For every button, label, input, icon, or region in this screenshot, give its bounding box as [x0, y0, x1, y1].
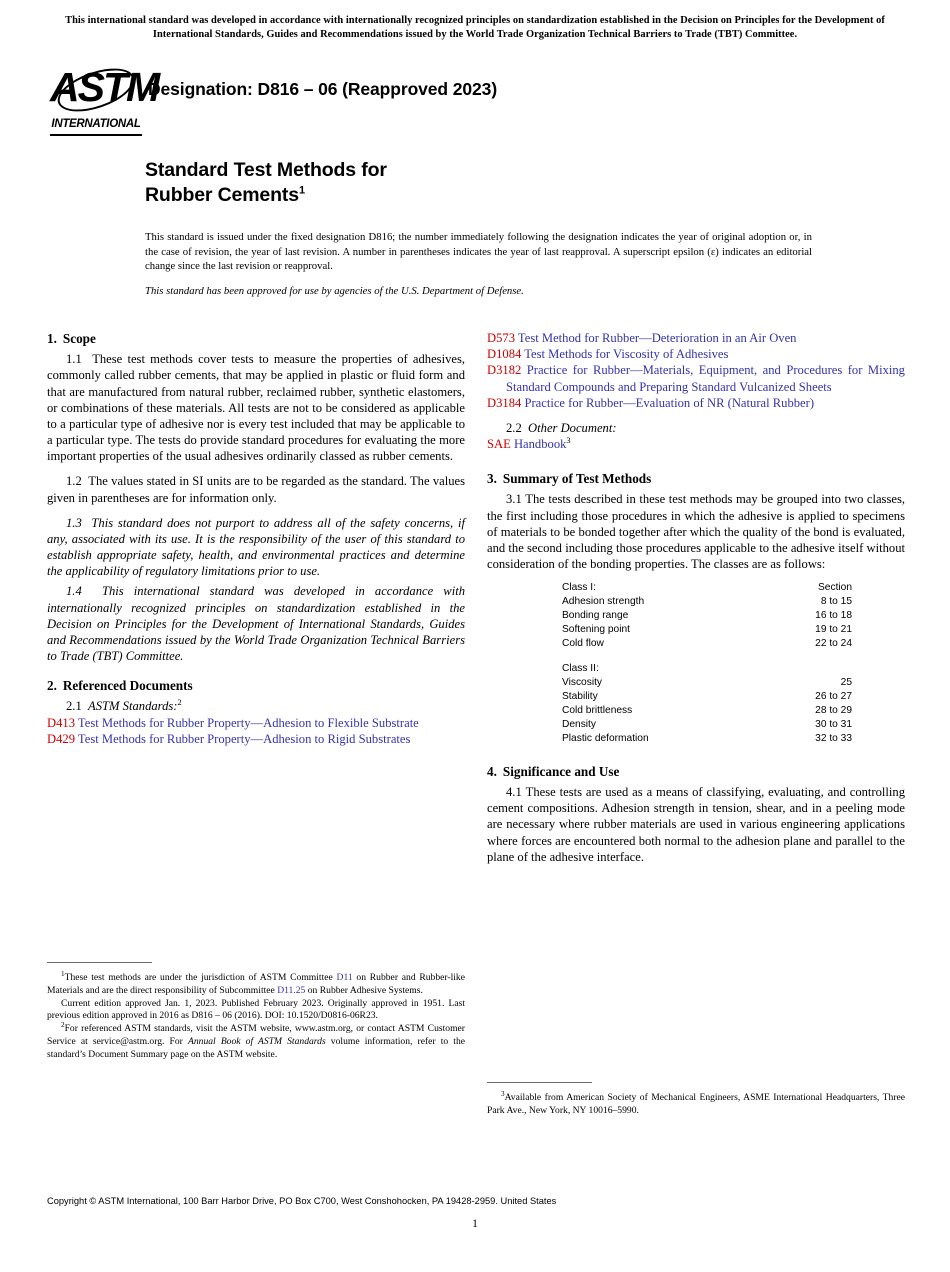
footnote-marker-1: 1 [61, 969, 65, 978]
section-heading-scope [47, 330, 465, 347]
footnote-2-text-b: volume information, refer to the standard’s Document Summary page on the ASTM website. [47, 1035, 465, 1060]
reference-title[interactable]: Practice for Rubber—Evaluation of NR (Natural Rubber) [524, 395, 815, 410]
section-value: 25 [840, 677, 852, 689]
reference-title[interactable]: Test Method for Rubber—Deterioration in an Air Oven [517, 331, 797, 345]
table-row [562, 581, 852, 595]
footnote-rule [47, 962, 152, 963]
table-row [562, 690, 852, 704]
footnote-1-text-a: These test methods are under the jurisdiction of ASTM Committee [64, 972, 337, 984]
astm-logo-wordmark: INTERNATIONAL [51, 118, 141, 130]
paragraph-text-1-2: The values stated in SI units are to be regarded as the standard. The values given in parentheses are for information only. [47, 474, 466, 505]
paragraph-text-1-3: This standard does not purport to address all of the safety concerns, if any, associated with its use. It is the responsibility of the user of this standard to establish appropriate safety, health, and environmental practices and determine the applicability of regulatory limitations prior to use. [47, 515, 465, 579]
footnote-1-text-c: on Rubber Adhesive Systems. [305, 984, 423, 996]
paragraph-1-3 [47, 515, 465, 580]
subsection-number-2-2: 2.2 [506, 420, 522, 435]
footnote-edition: Current edition approved Jan. 1, 2023. Published February 2023. Originally approved in 1951. Last previous edition approved in 2016 as D816 – 06 (2016). DOI: 10.1520/D0816-06R23. [47, 997, 465, 1022]
table-row [562, 704, 852, 718]
section-heading-significance [487, 763, 905, 780]
footnote-2 [47, 1020, 465, 1061]
committee-d11-link[interactable]: D11 [336, 972, 353, 984]
paragraph-text-1-1: These test methods cover tests to measure the properties of adhesives, commonly called rubber cements, that may be applied in plastic or fluid form and that are manufactured from natural rubber, reclaimed rubber, synthetic elastomers, or combinations of these materials. All tests are not to be considered as applicable to a particular type of adhesive nor is every test included that may be applicable to a particular type. The tests do provide standard procedures for evaluating the more important properties of the usual adhesives ordinarily classed as rubber cements. [47, 352, 466, 464]
reference-title[interactable]: Test Methods for Viscosity of Adhesives [524, 347, 729, 362]
reference-designation[interactable]: D3184 [487, 395, 522, 410]
test-classes-table [562, 581, 852, 746]
paragraph-text-3-1: The tests described in these test methods may be grouped into two classes, the first including those procedures in which the adhesive is applied to specimens of materials to be bonded together after which the quality of the bond is evaluated, and the second including those procedures applicable to the adhesive itself without consideration of the bonding properties. The classes are as follows: [487, 492, 906, 572]
reference-item[interactable] [47, 731, 465, 747]
table-row [562, 732, 852, 746]
footnote-2-text-a: For referenced ASTM standards, visit the ASTM website, www.astm.org, or contact ASTM Customer Service at service@astm.org. For [47, 1023, 465, 1047]
left-column [47, 330, 465, 747]
class-label: Density [562, 718, 596, 730]
section-title-2: Referenced Documents [62, 678, 193, 694]
subsection-footnote-marker-2: 2 [177, 698, 182, 708]
paragraph-number-1-2: 1.2 [66, 474, 82, 489]
document-header [50, 60, 900, 140]
class-label: Softening point [562, 624, 630, 636]
footnote-1-text-b: on Rubber and Rubber-like Materials and are the direct responsibility of Subcommittee [47, 972, 465, 996]
footnote-marker-2: 2 [61, 1020, 65, 1029]
table-row [562, 718, 852, 732]
section-title-4: Significance and Use [502, 763, 620, 779]
footnotes-left [47, 962, 465, 1061]
reference-item[interactable] [487, 330, 905, 346]
paragraph-1-2 [47, 473, 465, 505]
footnote-3 [487, 1089, 905, 1118]
tbt-banner: This international standard was developed in accordance with internationally recognized principles on standardization established in the Decision on Principles for the Development of International Standards, Guides and Recommendations issued by the World Trade Organization Technical Barriers to Trade (TBT) Committee. [65, 15, 885, 40]
reference-item[interactable] [487, 362, 905, 394]
section-number-1: 1. [47, 331, 57, 346]
paragraph-number-1-1: 1.1 [66, 352, 82, 367]
table-row [562, 609, 852, 623]
other-document-title[interactable]: Handbook [513, 437, 567, 452]
class-label: Bonding range [562, 610, 629, 622]
section-value: 8 to 15 [820, 596, 852, 608]
reference-title[interactable]: Test Methods for Rubber Property—Adhesion to Rigid Substrates [77, 731, 411, 746]
subsection-number-2-1: 2.1 [66, 699, 82, 714]
subsection-2-1 [47, 698, 465, 714]
section-value: 28 to 29 [815, 704, 852, 716]
reference-item[interactable] [487, 395, 905, 411]
title-block [145, 158, 825, 208]
table-row [562, 595, 852, 609]
section-title-3: Summary of Test Methods [502, 471, 652, 487]
class-label: Adhesion strength [562, 596, 645, 608]
class-label: Cold flow [562, 638, 604, 650]
other-document-item[interactable] [487, 436, 905, 452]
section-value: 30 to 31 [815, 718, 852, 730]
class-label [562, 651, 765, 662]
reference-title[interactable]: Test Methods for Rubber Property—Adhesion to Flexible Substrate [77, 715, 419, 730]
footnote-3-text: Available from American Society of Mechanical Engineers, ASME International Headquarters, Three Park Ave., New York, NY 10016–5990. [487, 1092, 905, 1116]
astm-logo [50, 60, 159, 136]
footnote-1 [47, 969, 465, 998]
footnote-marker-3: 3 [501, 1089, 505, 1098]
paragraph-number-1-3: 1.3 [66, 515, 82, 530]
subsection-label-2-1: ASTM Standards: [88, 699, 178, 714]
paragraph-number-4-1: 4.1 [506, 785, 522, 800]
table-row [562, 662, 852, 676]
section-value [765, 662, 852, 676]
reference-title[interactable]: Practice for Rubber—Materials, Equipment, and Procedures for Mixing Standard Compounds and Preparing Standard Vulcanized Sheets [506, 363, 905, 394]
title-footnote-marker: 1 [298, 184, 305, 197]
footnote-2-italic: Annual Book of ASTM Standards [188, 1035, 326, 1047]
section-heading-referenced-documents [47, 677, 465, 694]
section-number-3: 3. [487, 471, 497, 487]
table-row [562, 623, 852, 637]
astm-logo-mark [50, 60, 159, 120]
table-row [562, 676, 852, 690]
section-value: 16 to 18 [815, 610, 852, 622]
subsection-label-2-2: Other Document: [528, 420, 617, 435]
dod-approval-note: This standard has been approved for use by agencies of the U.S. Department of Defense. [145, 285, 524, 297]
section-value: Section [818, 582, 852, 594]
section-title-1: Scope [62, 331, 96, 346]
paragraph-1-1 [47, 351, 465, 464]
section-value: 32 to 33 [815, 732, 852, 744]
reference-designation[interactable]: D1084 [487, 347, 522, 362]
page-title [145, 158, 825, 208]
astm-logo-letters: ASTM [50, 64, 159, 110]
paragraph-text-1-4: This international standard was developed in accordance with internationally recognized principles on standardization established in the Decision on Principles for the Development of International Standards, Guides and Recommendations issued by the World Trade Organization Technical Barriers to Trade (TBT) Committee. [47, 584, 465, 664]
reference-item[interactable] [487, 346, 905, 362]
reference-item[interactable] [47, 715, 465, 731]
reference-designation[interactable]: D413 [47, 715, 75, 730]
reference-designation[interactable]: D573 [487, 331, 515, 345]
section-value [765, 651, 852, 662]
footnote-rule [487, 1082, 592, 1083]
class-label: Viscosity [562, 677, 603, 689]
class-label: Class I: [562, 582, 596, 594]
reference-designation[interactable]: D429 [47, 731, 75, 746]
paragraph-3-1 [487, 491, 905, 572]
section-value: 22 to 24 [815, 638, 852, 650]
paragraph-number-1-4: 1.4 [66, 584, 82, 599]
section-heading-summary [487, 470, 905, 487]
page-number: 1 [472, 1218, 478, 1230]
footnotes-right [487, 1082, 905, 1118]
title-line-2: Rubber Cements [145, 183, 299, 206]
other-document-designation[interactable]: SAE [487, 437, 511, 452]
paragraph-text-4-1: These tests are used as a means of classifying, evaluating, and controlling cement compositions. Adhesion strength in tension, shear, and in a peeling mode are necessary where rubber materials are used in various engineering applications where forces are encountered both normal to the adhesion plane and parallel to the plane of the adhesive interface. [487, 785, 905, 864]
issue-note: This standard is issued under the fixed designation D816; the number immediately following the designation indicates the year of original adoption or, in the case of revision, the year of last revision. A number in parentheses indicates the year of last reapproval. A superscript epsilon (ε) indicates an editorial change since the last revision or reapproval. [145, 231, 812, 273]
class-label: Stability [562, 691, 598, 702]
table-row-spacer [562, 651, 852, 662]
paragraph-4-1 [487, 784, 905, 865]
reference-designation[interactable]: D3182 [487, 363, 522, 378]
other-document-footnote-marker: 3 [566, 435, 571, 445]
astm-logo-underline [50, 134, 142, 136]
paragraph-number-3-1: 3.1 [506, 492, 522, 507]
class-label: Class II: [562, 663, 599, 675]
right-column [487, 330, 905, 865]
section-value: 19 to 21 [815, 624, 852, 636]
section-number-2: 2. [47, 678, 57, 694]
section-value: 26 to 27 [815, 691, 852, 702]
paragraph-1-4 [47, 583, 465, 664]
subsection-2-2 [487, 420, 905, 436]
designation-label: Designation: D816 – 06 (Reapproved 2023) [148, 79, 498, 99]
class-label: Cold brittleness [562, 704, 633, 716]
class-label: Plastic deformation [562, 732, 649, 744]
copyright-notice: Copyright © ASTM International, 100 Barr Harbor Drive, PO Box C700, West Conshohocken, PA 19428-2959. United States [47, 1196, 557, 1206]
title-line-1: Standard Test Methods for [145, 159, 387, 181]
section-number-4: 4. [487, 763, 497, 779]
table-row [562, 637, 852, 651]
subcommittee-d1125-link[interactable]: D11.25 [277, 984, 306, 996]
